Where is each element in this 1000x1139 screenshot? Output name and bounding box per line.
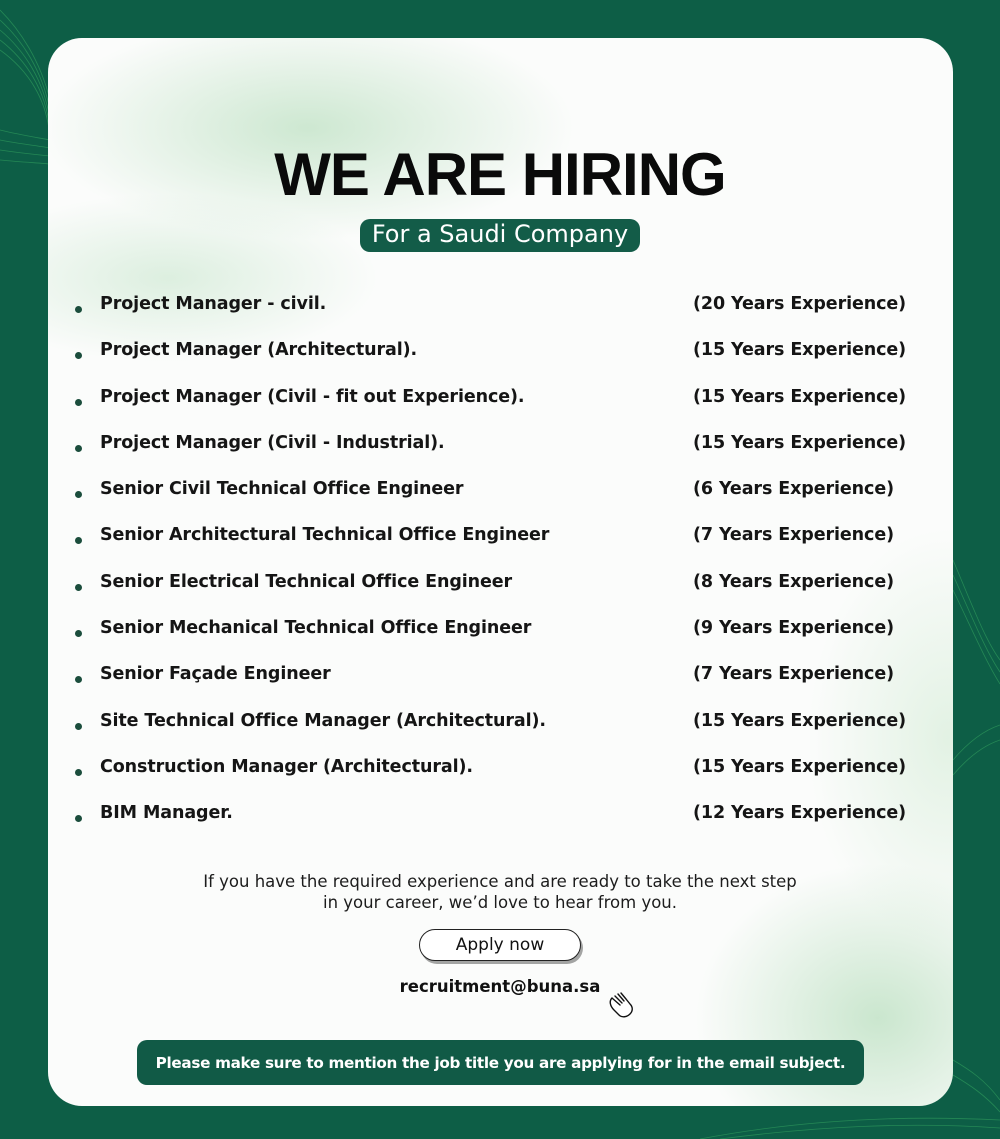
job-experience: (7 Years Experience): [693, 664, 894, 685]
bullet-dot-icon: [75, 352, 82, 359]
bullet-dot-icon: [75, 537, 82, 544]
job-item: [0, 703, 1000, 749]
hand-pointer-icon: [606, 990, 636, 1020]
job-experience: (15 Years Experience): [693, 710, 907, 731]
job-item: [0, 749, 1000, 795]
bullet-dot-icon: [75, 815, 82, 822]
job-experience: (15 Years Experience): [693, 756, 907, 777]
job-experience: (8 Years Experience): [693, 571, 894, 592]
job-experience: (15 Years Experience): [693, 432, 907, 453]
job-experience: (20 Years Experience): [693, 294, 907, 314]
email-subject-notice: Please make sure to mention the job title you are applying for in the email subject.: [137, 1040, 864, 1085]
subtitle-badge: For a Saudi Company: [360, 219, 640, 252]
job-title: Project Manager (Architectural).: [100, 340, 418, 361]
job-title: Project Manager - civil.: [100, 294, 327, 314]
recruitment-email-link[interactable]: recruitment@buna.sa: [399, 977, 601, 996]
job-item: [0, 286, 1000, 332]
invitation-line-2: in your career, we’d love to hear from you.: [322, 893, 678, 912]
job-experience: (12 Years Experience): [693, 803, 907, 824]
apply-now-button[interactable]: Apply now: [419, 929, 581, 961]
job-item: [0, 656, 1000, 702]
job-title: Senior Mechanical Technical Office Engineer: [100, 618, 532, 639]
job-title: Senior Architectural Technical Office Engineer: [100, 525, 550, 546]
bullet-dot-icon: [75, 399, 82, 406]
job-title: Senior Civil Technical Office Engineer: [100, 479, 464, 500]
job-list: [0, 286, 1000, 842]
job-experience: (15 Years Experience): [693, 340, 907, 361]
job-item: [0, 610, 1000, 656]
invitation-line-1: If you have the required experience and are ready to take the next step: [203, 872, 797, 891]
job-item: [0, 379, 1000, 425]
job-title: Project Manager (Civil - fit out Experience).: [100, 386, 525, 407]
job-item: [0, 795, 1000, 841]
bullet-dot-icon: [75, 769, 82, 776]
bullet-dot-icon: [75, 445, 82, 452]
job-item: [0, 425, 1000, 471]
bullet-dot-icon: [75, 676, 82, 683]
job-experience: (15 Years Experience): [693, 386, 907, 407]
job-experience: (6 Years Experience): [693, 479, 894, 500]
job-item: [0, 517, 1000, 563]
job-experience: (7 Years Experience): [693, 525, 894, 546]
job-title: Senior Façade Engineer: [100, 664, 331, 685]
job-title: Senior Electrical Technical Office Engineer: [100, 571, 513, 592]
job-title: Construction Manager (Architectural).: [100, 756, 473, 777]
bullet-dot-icon: [75, 306, 82, 313]
bullet-dot-icon: [75, 630, 82, 637]
job-title: Site Technical Office Manager (Architectural).: [100, 710, 546, 731]
bullet-dot-icon: [75, 723, 82, 730]
job-experience: (9 Years Experience): [693, 618, 894, 639]
job-item: [0, 564, 1000, 610]
job-title: BIM Manager.: [100, 803, 233, 824]
job-item: [0, 332, 1000, 378]
invitation-text: [0, 871, 1000, 913]
job-item: [0, 471, 1000, 517]
page-title: WE ARE HIRING: [274, 141, 726, 208]
bullet-dot-icon: [75, 491, 82, 498]
bullet-dot-icon: [75, 584, 82, 591]
job-title: Project Manager (Civil - Industrial).: [100, 432, 445, 453]
